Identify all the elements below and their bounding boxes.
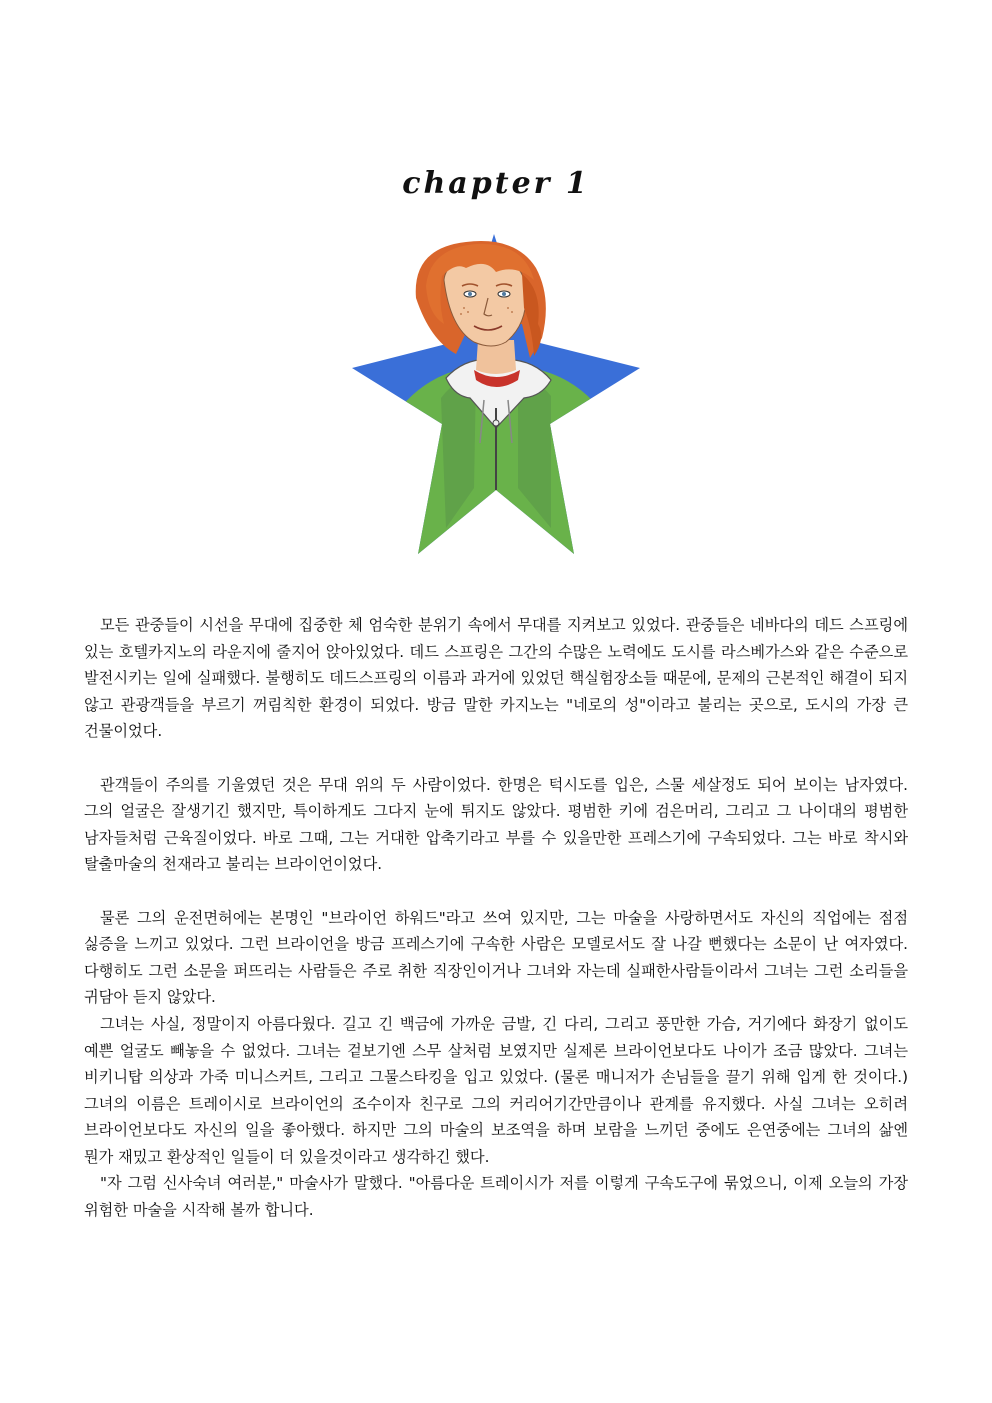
paragraph: 관객들이 주의를 기울였던 것은 무대 위의 두 사람이었다. 한명은 턱시도를 입은, 스물 세살정도 되어 보이는 남자였다. 그의 얼굴은 잘생기긴 했지만, 특이하게도 그다지 눈에 튀지도 않았다. 평범한 키에 검은머리, 그리고 그 나이대의 평범한 남자들처럼 근육질이었다. 바로 그때, 그는 거대한 압축기라고 부를 수 있을만한 프레스기에 구속되었다. 그는 바로 착시와 탈출마술의 천재라고 불리는 브라이언이었다. bbox=[84, 775, 908, 874]
paragraph: "자 그럼 신사숙녀 여러분," 마술사가 말했다. "아름다운 트레이시가 저를 이렇게 구속도구에 묶었으니, 이제 오늘의 가장 위험한 마술을 시작해 볼까 합니다. bbox=[84, 1174, 908, 1220]
paragraph: 그녀는 사실, 정말이지 아름다웠다. 길고 긴 백금에 가까운 금발, 긴 다리, 그리고 풍만한 가슴, 거기에다 화장기 없이도 예쁜 얼굴도 빼놓을 수 없었다. 그녀는 겉보기엔 스무 살처럼 보였지만 실제론 브라이언보다도 나이가 조금 많았다. 그녀는 비키니탑 의상과 가죽 미니스커트, 그리고 그물스타킹을 입고 있었다. (물론 매니저가 손님들을 끌기 위해 입게 한 것이다.) 그녀의 이름은 트레이시로 브라이언의 조수이자 친구로 그의 커리어기간만큼이나 관계를 유지했다. 사실 그녀는 오히려 브라이언보다도 자신의 일을 좋아했다. 하지만 그의 마술의 보조역을 하며 보람을 느끼던 중에도 은연중에는 그녀의 삶엔 뭔가 재밌고 환상적인 일들이 더 있을것이라고 생각하긴 했다. bbox=[84, 1014, 908, 1166]
paragraph: 물론 그의 운전면허에는 본명인 "브라이언 하워드"라고 쓰여 있지만, 그는 마술을 사랑하면서도 자신의 직업에는 점점 싫증을 느끼고 있었다. 그런 브라이언을 방금 프레스기에 구속한 사람은 모델로서도 잘 나갈 뻔했다는 소문이 난 여자였다. 다행히도 그런 소문을 퍼뜨리는 사람들은 주로 취한 직장인이거나 그녀와 자는데 실패한사람들이라서 그녀는 그런 소리들을 귀담아 듣지 않았다. bbox=[84, 908, 908, 1007]
paragraph: 모든 관중들이 시선을 무대에 집중한 체 엄숙한 분위기 속에서 무대를 지켜보고 있었다. 관중들은 네바다의 데드 스프링에 있는 호텔카지노의 라운지에 줄지어 앉아있었다. 데드 스프링은 그간의 수많은 노력에도 도시를 라스베가스와 같은 수준으로 발전시키는 일에 실패했다. 불행히도 데드스프링의 이름과 과거에 있었던 핵실험장소들 때문에, 문제의 근본적인 해결이 되지 않고 관광객들을 부르기 꺼림칙한 환경이 되었다. 방금 말한 카지노는 "네로의 성"이라고 불리는 곳으로, 도시의 가장 큰 건물이었다. bbox=[84, 616, 908, 741]
star-portrait-illustration-icon bbox=[346, 228, 646, 558]
chapter-title: chapter 1 bbox=[402, 166, 590, 201]
body-text bbox=[84, 612, 908, 1224]
